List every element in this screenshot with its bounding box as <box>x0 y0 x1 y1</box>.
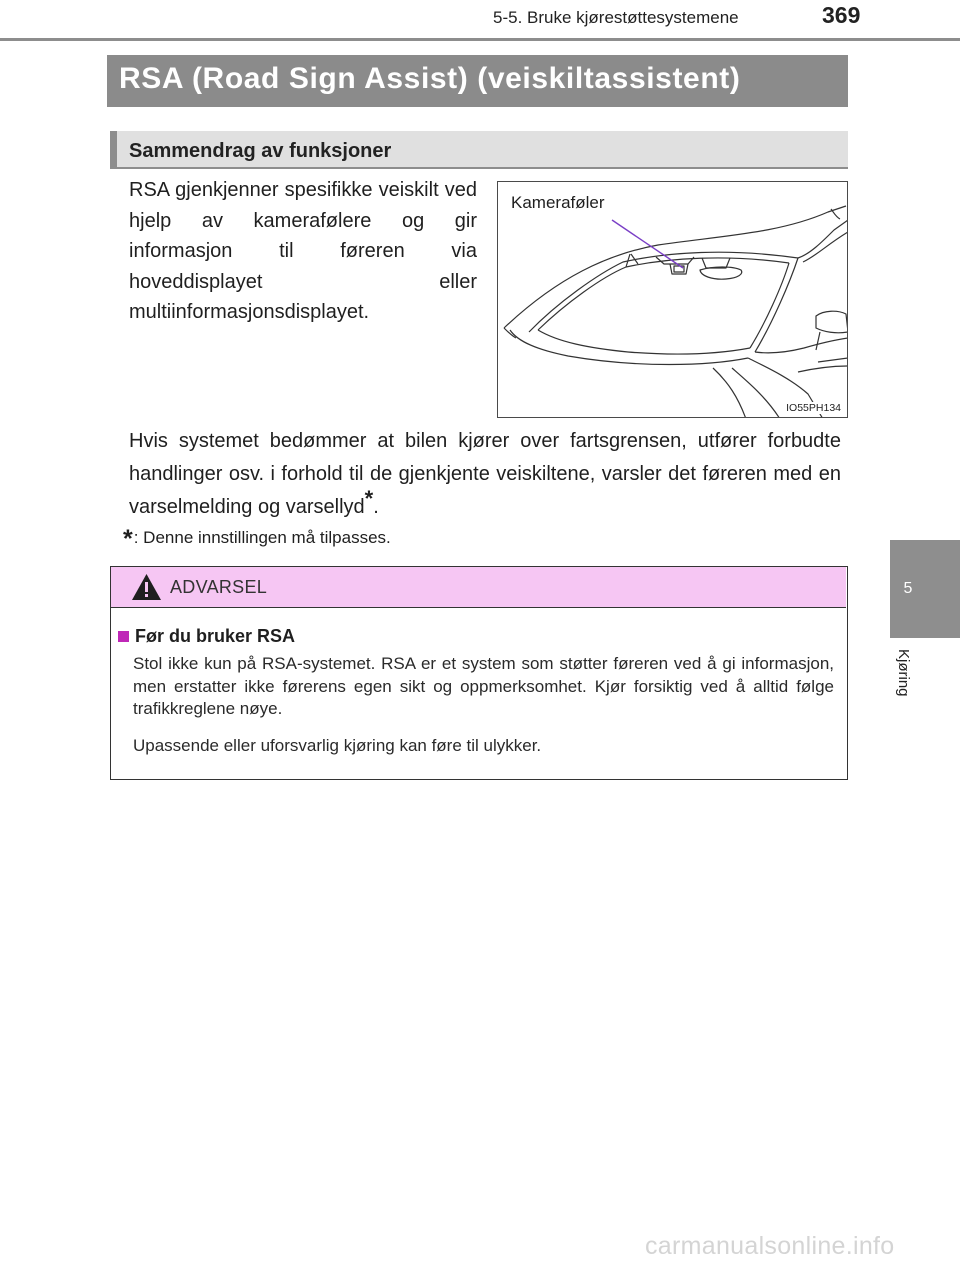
page-title: RSA (Road Sign Assist) (veiskiltassistent) <box>119 62 741 95</box>
page-number: 369 <box>822 2 861 28</box>
chapter-tab <box>890 540 960 638</box>
footnote <box>123 521 391 553</box>
chapter-label-container <box>893 649 923 719</box>
warning-header <box>111 567 846 608</box>
body-paragraph <box>129 425 841 524</box>
footnote-star: * <box>123 525 133 553</box>
chapter-number: 5 <box>903 580 913 597</box>
camera-sensor-label: Kameraføler <box>511 193 605 212</box>
figure-code: IO55PH134 <box>786 402 841 414</box>
running-header <box>0 0 960 40</box>
windshield-illustration <box>498 182 848 418</box>
page-title-banner <box>107 55 848 107</box>
warning-item-heading <box>118 626 295 647</box>
warning-box <box>110 566 848 780</box>
watermark: carmanualsonline.info <box>645 1232 895 1260</box>
chapter-label: Kjøring <box>895 649 912 697</box>
warning-item-title: Før du bruker RSA <box>135 626 296 646</box>
footnote-text: : Denne innstillingen må tilpasses. <box>133 528 391 547</box>
callout-line <box>612 220 683 268</box>
bullet-square-icon <box>118 631 129 642</box>
body-paragraph-text: Hvis systemet bedømmer at bilen kjører over fartsgrensen, utfører forbudte handlinger osv. i forhold til de gjenkjente veiskiltene, varsler det føreren med en varselmelding og varsellyd <box>129 430 841 518</box>
warning-body: Stol ikke kun på RSA-systemet. RSA er et system som støtter føreren ved å gi informasjon, men erstatter ikke førerens egen sikt og oppmerksomhet. Kjør forsiktig ved å alltid følge trafikkreglene nøye. <box>133 654 834 718</box>
warning-title: ADVARSEL <box>170 577 268 597</box>
footnote-marker: * <box>364 486 374 511</box>
section-title: 5-5. Bruke kjørestøttesystemene <box>493 8 739 27</box>
warning-triangle-icon <box>131 573 162 601</box>
body-paragraph-end: . <box>373 496 379 518</box>
header-rule <box>0 38 960 41</box>
subheading: Sammendrag av funksjoner <box>129 140 392 162</box>
warning-body-2: Upassende eller uforsvarlig kjøring kan føre til ulykker. <box>133 736 542 755</box>
intro-paragraph: RSA gjenkjenner spesifikke veiskilt ved hjelp av kamerafølere og gir informasjon til føreren via hoveddisplayet eller multiinformasjonsdisplayet. <box>129 179 477 323</box>
camera-sensor-figure <box>497 181 848 418</box>
subheading-bar <box>110 131 848 169</box>
